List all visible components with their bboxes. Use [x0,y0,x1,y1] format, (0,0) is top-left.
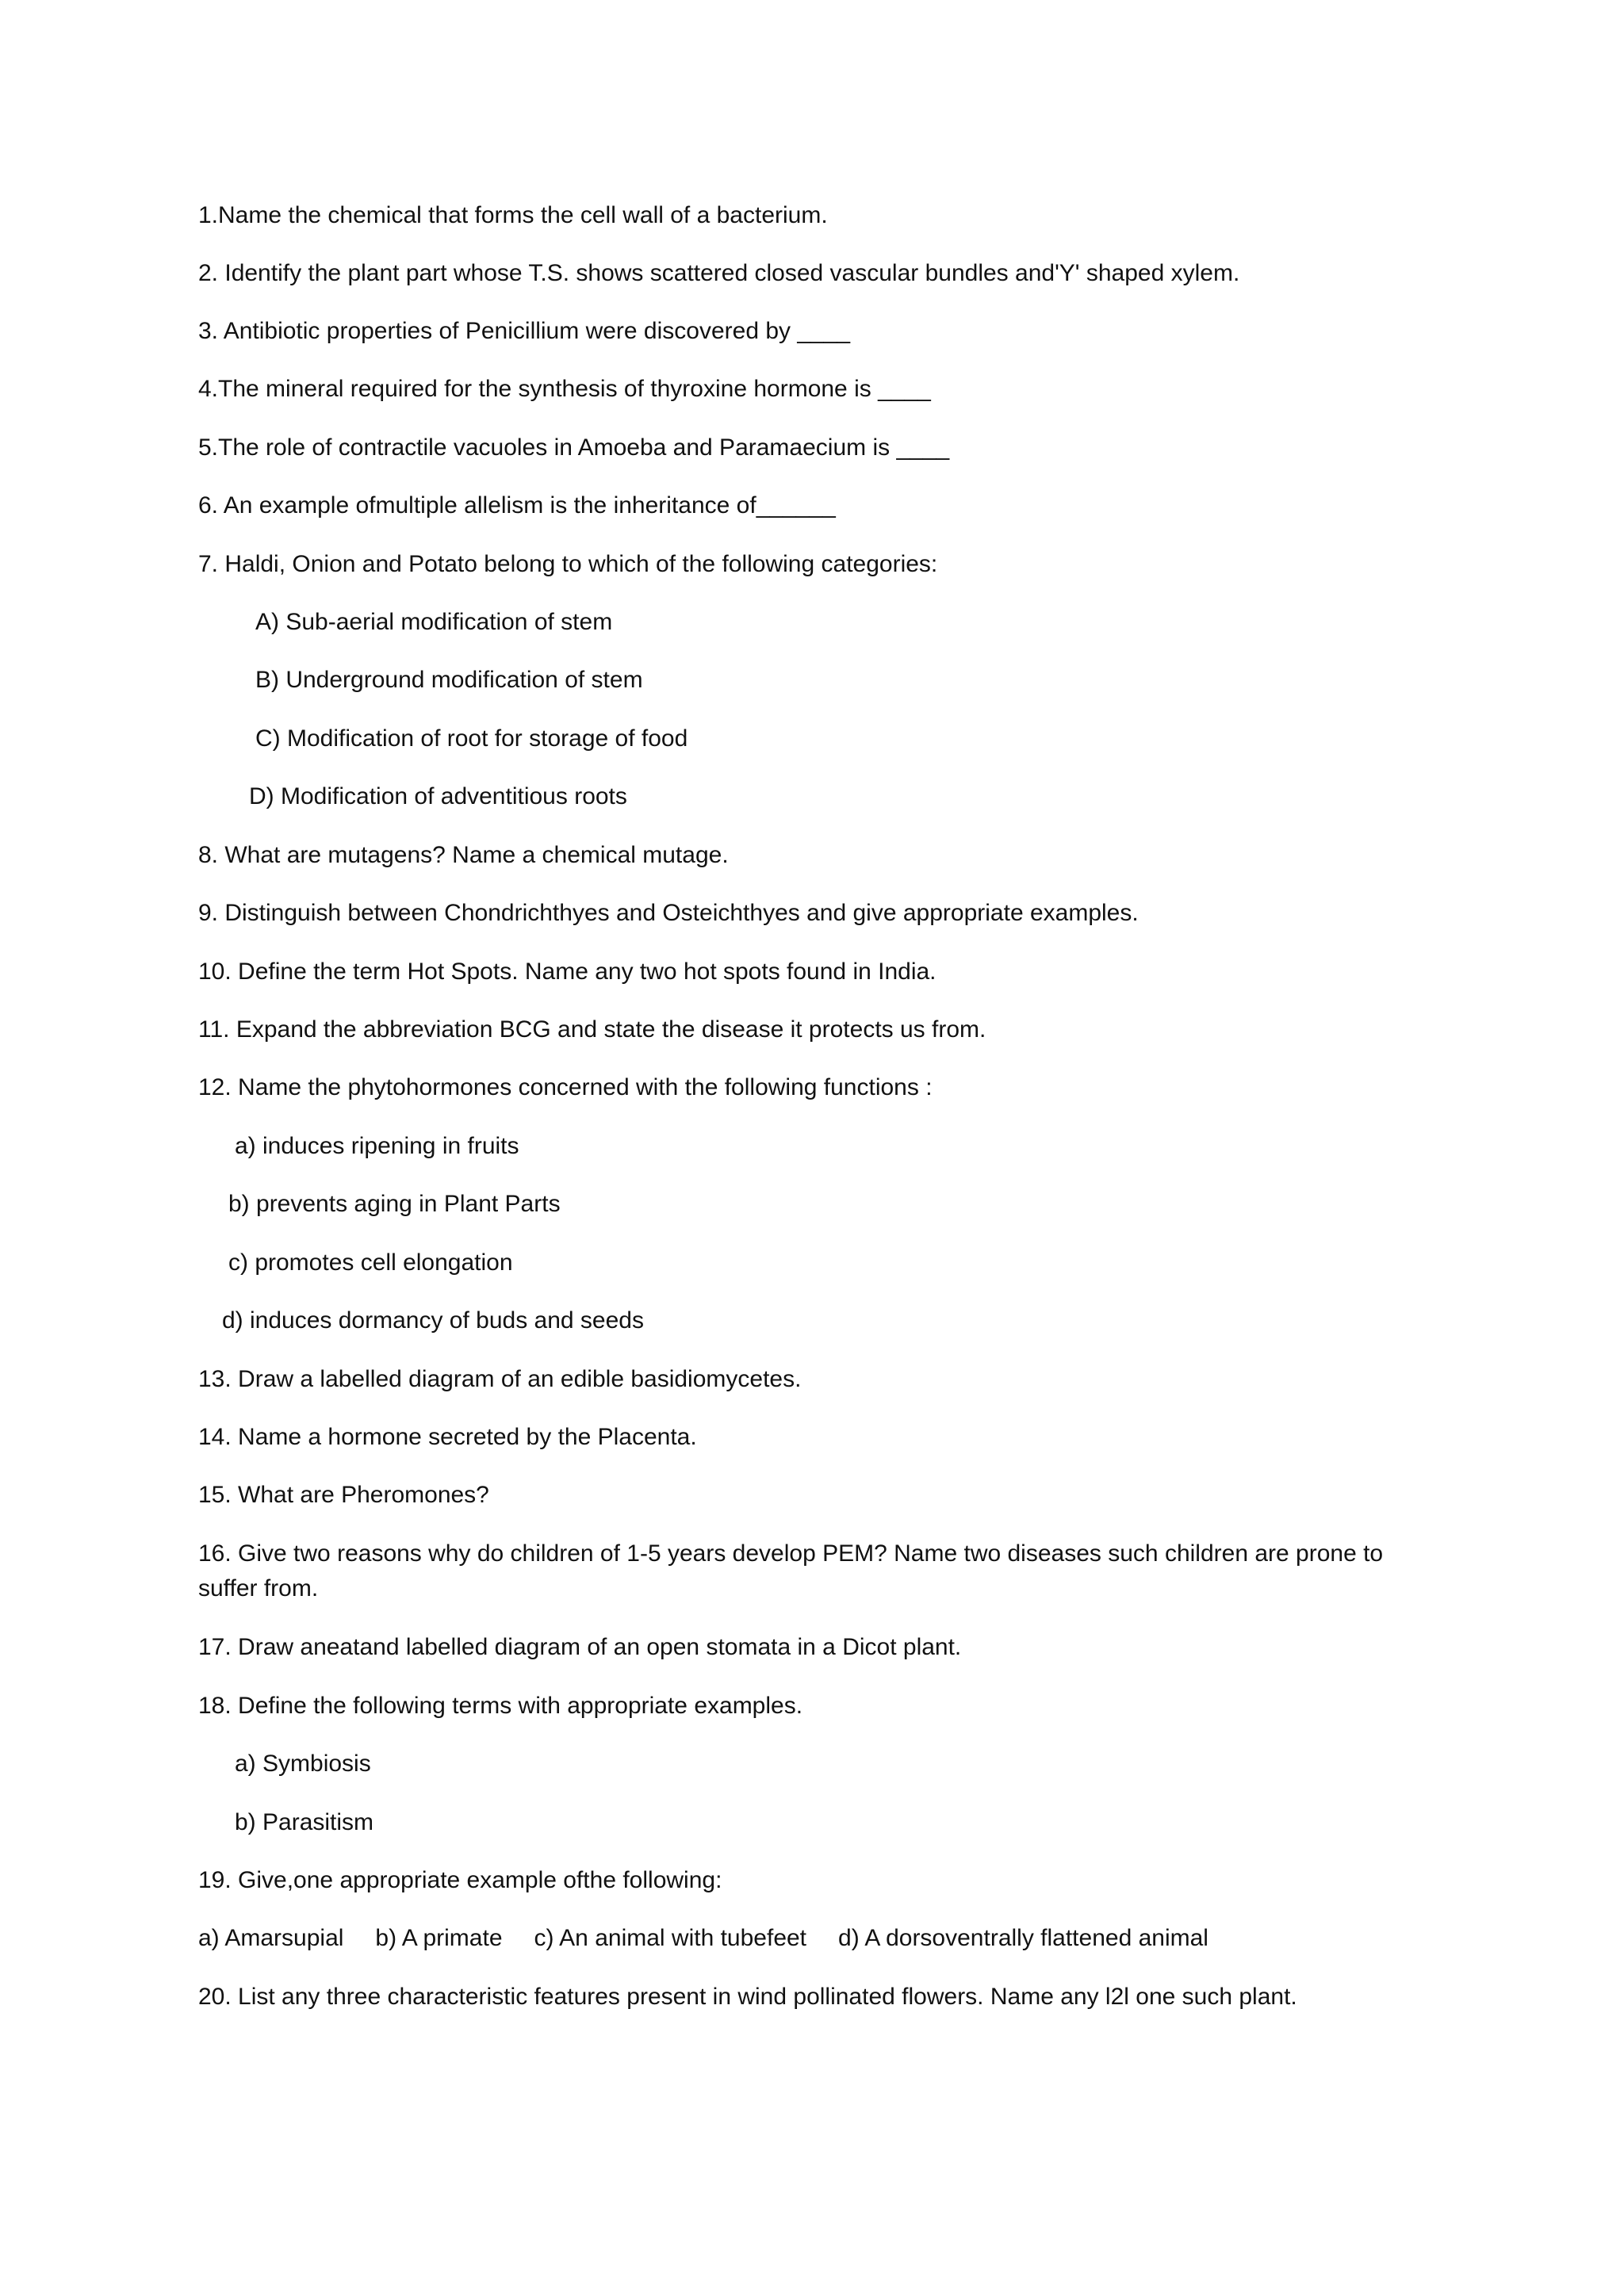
question-7-option-a: A) Sub-aerial modification of stem [255,609,613,635]
question-19-option-c: c) An animal with tubefeet [534,1925,807,1951]
question-16: 16. Give two reasons why do children of 1-5 years develop PEM? Name two diseases such children are prone to suffer from. [198,1540,1384,1601]
question-8: 8. What are mutagens? Name a chemical mutage. [198,842,729,868]
question-3: 3. Antibiotic properties of Penicillium were discovered by ____ [198,318,851,344]
question-10: 10. Define the term Hot Spots. Name any two hot spots found in India. [198,959,936,985]
question-18-option-b: b) Parasitism [235,1809,374,1835]
question-12-option-b: b) prevents aging in Plant Parts [228,1191,561,1217]
question-6: 6. An example ofmultiple allelism is the inheritance of______ [198,492,836,519]
question-12-option-a: a) induces ripening in fruits [235,1133,519,1159]
question-18-option-a: a) Symbiosis [235,1751,371,1777]
question-17: 17. Draw aneatand labelled diagram of an open stomata in a Dicot plant. [198,1634,962,1660]
question-9: 9. Distinguish between Chondrichthyes and Osteichthyes and give appropriate examples. [198,900,1139,926]
question-1: 1.Name the chemical that forms the cell wall of a bacterium. [198,202,828,228]
question-7: 7. Haldi, Onion and Potato belong to which of the following categories: [198,551,938,577]
question-4: 4.The mineral required for the synthesis of thyroxine hormone is ____ [198,376,931,402]
question-7-option-d: D) Modification of adventitious roots [249,783,627,809]
question-18: 18. Define the following terms with appropriate examples. [198,1693,803,1719]
question-20: 20. List any three characteristic features present in wind pollinated flowers. Name any l2l one such plant. [198,1984,1297,2010]
question-19-options [198,1921,1240,1956]
question-7-option-c: C) Modification of root for storage of food [255,725,688,752]
question-19: 19. Give,one appropriate example ofthe following: [198,1867,722,1893]
question-12-option-c: c) promotes cell elongation [228,1249,513,1276]
question-12-option-d: d) induces dormancy of buds and seeds [222,1307,644,1334]
question-13: 13. Draw a labelled diagram of an edible basidiomycetes. [198,1366,802,1392]
question-5: 5.The role of contractile vacuoles in Amoeba and Paramaecium is ____ [198,434,950,461]
question-19-option-b: b) A primate [375,1925,503,1951]
question-12: 12. Name the phytohormones concerned with the following functions : [198,1074,933,1100]
question-2: 2. Identify the plant part whose T.S. shows scattered closed vascular bundles and'Y' shaped xylem. [198,260,1240,286]
question-11: 11. Expand the abbreviation BCG and state the disease it protects us from. [198,1016,986,1043]
question-14: 14. Name a hormone secreted by the Placenta. [198,1424,697,1450]
question-7-option-b: B) Underground modification of stem [255,667,643,693]
question-19-option-a: a) Amarsupial [198,1925,344,1951]
question-15: 15. What are Pheromones? [198,1482,489,1508]
question-19-option-d: d) A dorsoventrally flattened animal [838,1925,1208,1951]
